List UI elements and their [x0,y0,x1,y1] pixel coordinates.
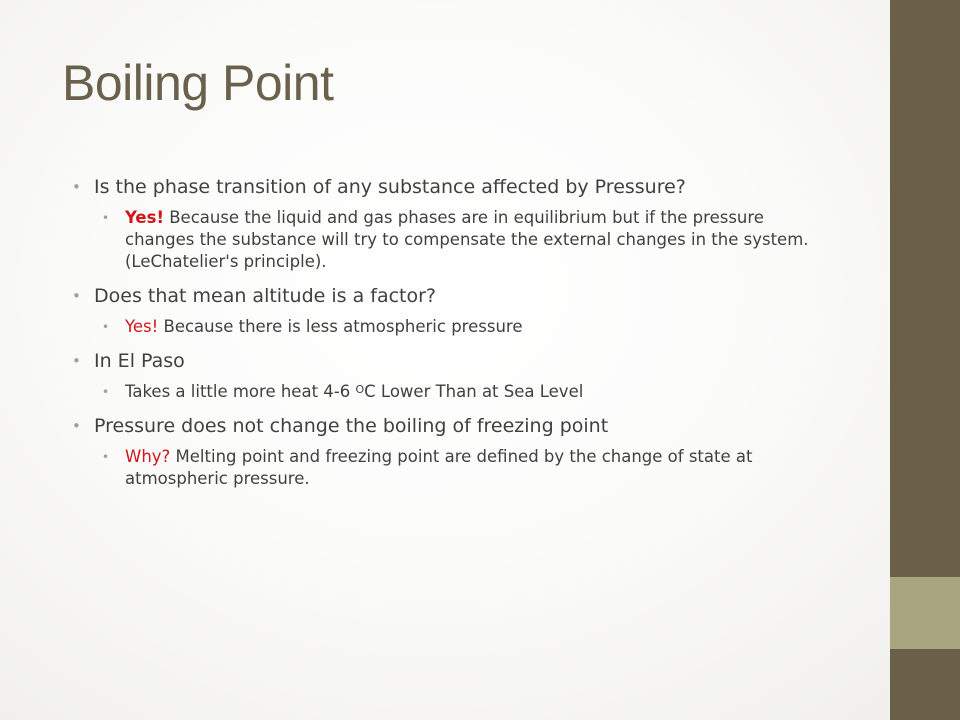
bullet-list [72,174,832,500]
sub-bullet-item [102,316,832,338]
bullet-dot-icon: • [72,178,81,196]
sub-bullet-text: Because the liquid and gas phases are in equilibrium but if the pressure changes the substance will try to compensate the external changes in the system. (LeChatelier's principle). [125,208,809,271]
sub-bullet-dot-icon: • [102,385,110,399]
sub-bullet-dot-icon: • [102,450,110,464]
bullet-text: In El Paso [94,350,185,372]
side-bar-mid-segment [890,577,960,649]
sub-bullet-lead: Why? [125,447,171,466]
bullet-dot-icon: • [72,352,81,370]
degree-superscript: O [355,383,365,396]
sub-bullet-list [102,446,832,490]
sub-bullet-item [102,207,832,273]
sub-bullet-item [102,446,832,490]
side-bar [890,0,960,720]
side-bar-bottom-segment [890,649,960,720]
bullet-dot-icon: • [72,287,81,305]
sub-bullet-text: Because there is less atmospheric pressure [158,317,523,336]
bullet-item [72,348,832,403]
sub-bullet-list [102,316,832,338]
sub-bullet-text: Melting point and freezing point are defined by the change of state at atmospheric pressure. [125,447,753,488]
bullet-text: Pressure does not change the boiling of freezing point [94,415,609,437]
bullet-dot-icon: • [72,417,81,435]
bullet-item [72,174,832,273]
sub-bullet-list [102,381,832,403]
slide-title: Boiling Point [62,55,334,111]
sub-bullet-lead: Yes! [125,208,164,227]
sub-bullet-list [102,207,832,273]
sub-bullet-dot-icon: • [102,211,110,225]
sub-bullet-lead: Yes! [125,317,159,336]
bullet-text: Does that mean altitude is a factor? [94,285,437,307]
bullet-item [72,413,832,490]
sub-bullet-text-after: C Lower Than at Sea Level [364,382,584,401]
bullet-item [72,283,832,338]
sub-bullet-dot-icon: • [102,320,110,334]
sub-bullet-text-before: Takes a little more heat 4-6 [125,382,356,401]
bullet-text: Is the phase transition of any substance affected by Pressure? [94,176,686,198]
side-bar-top-segment [890,0,960,577]
sub-bullet-item [102,381,832,403]
